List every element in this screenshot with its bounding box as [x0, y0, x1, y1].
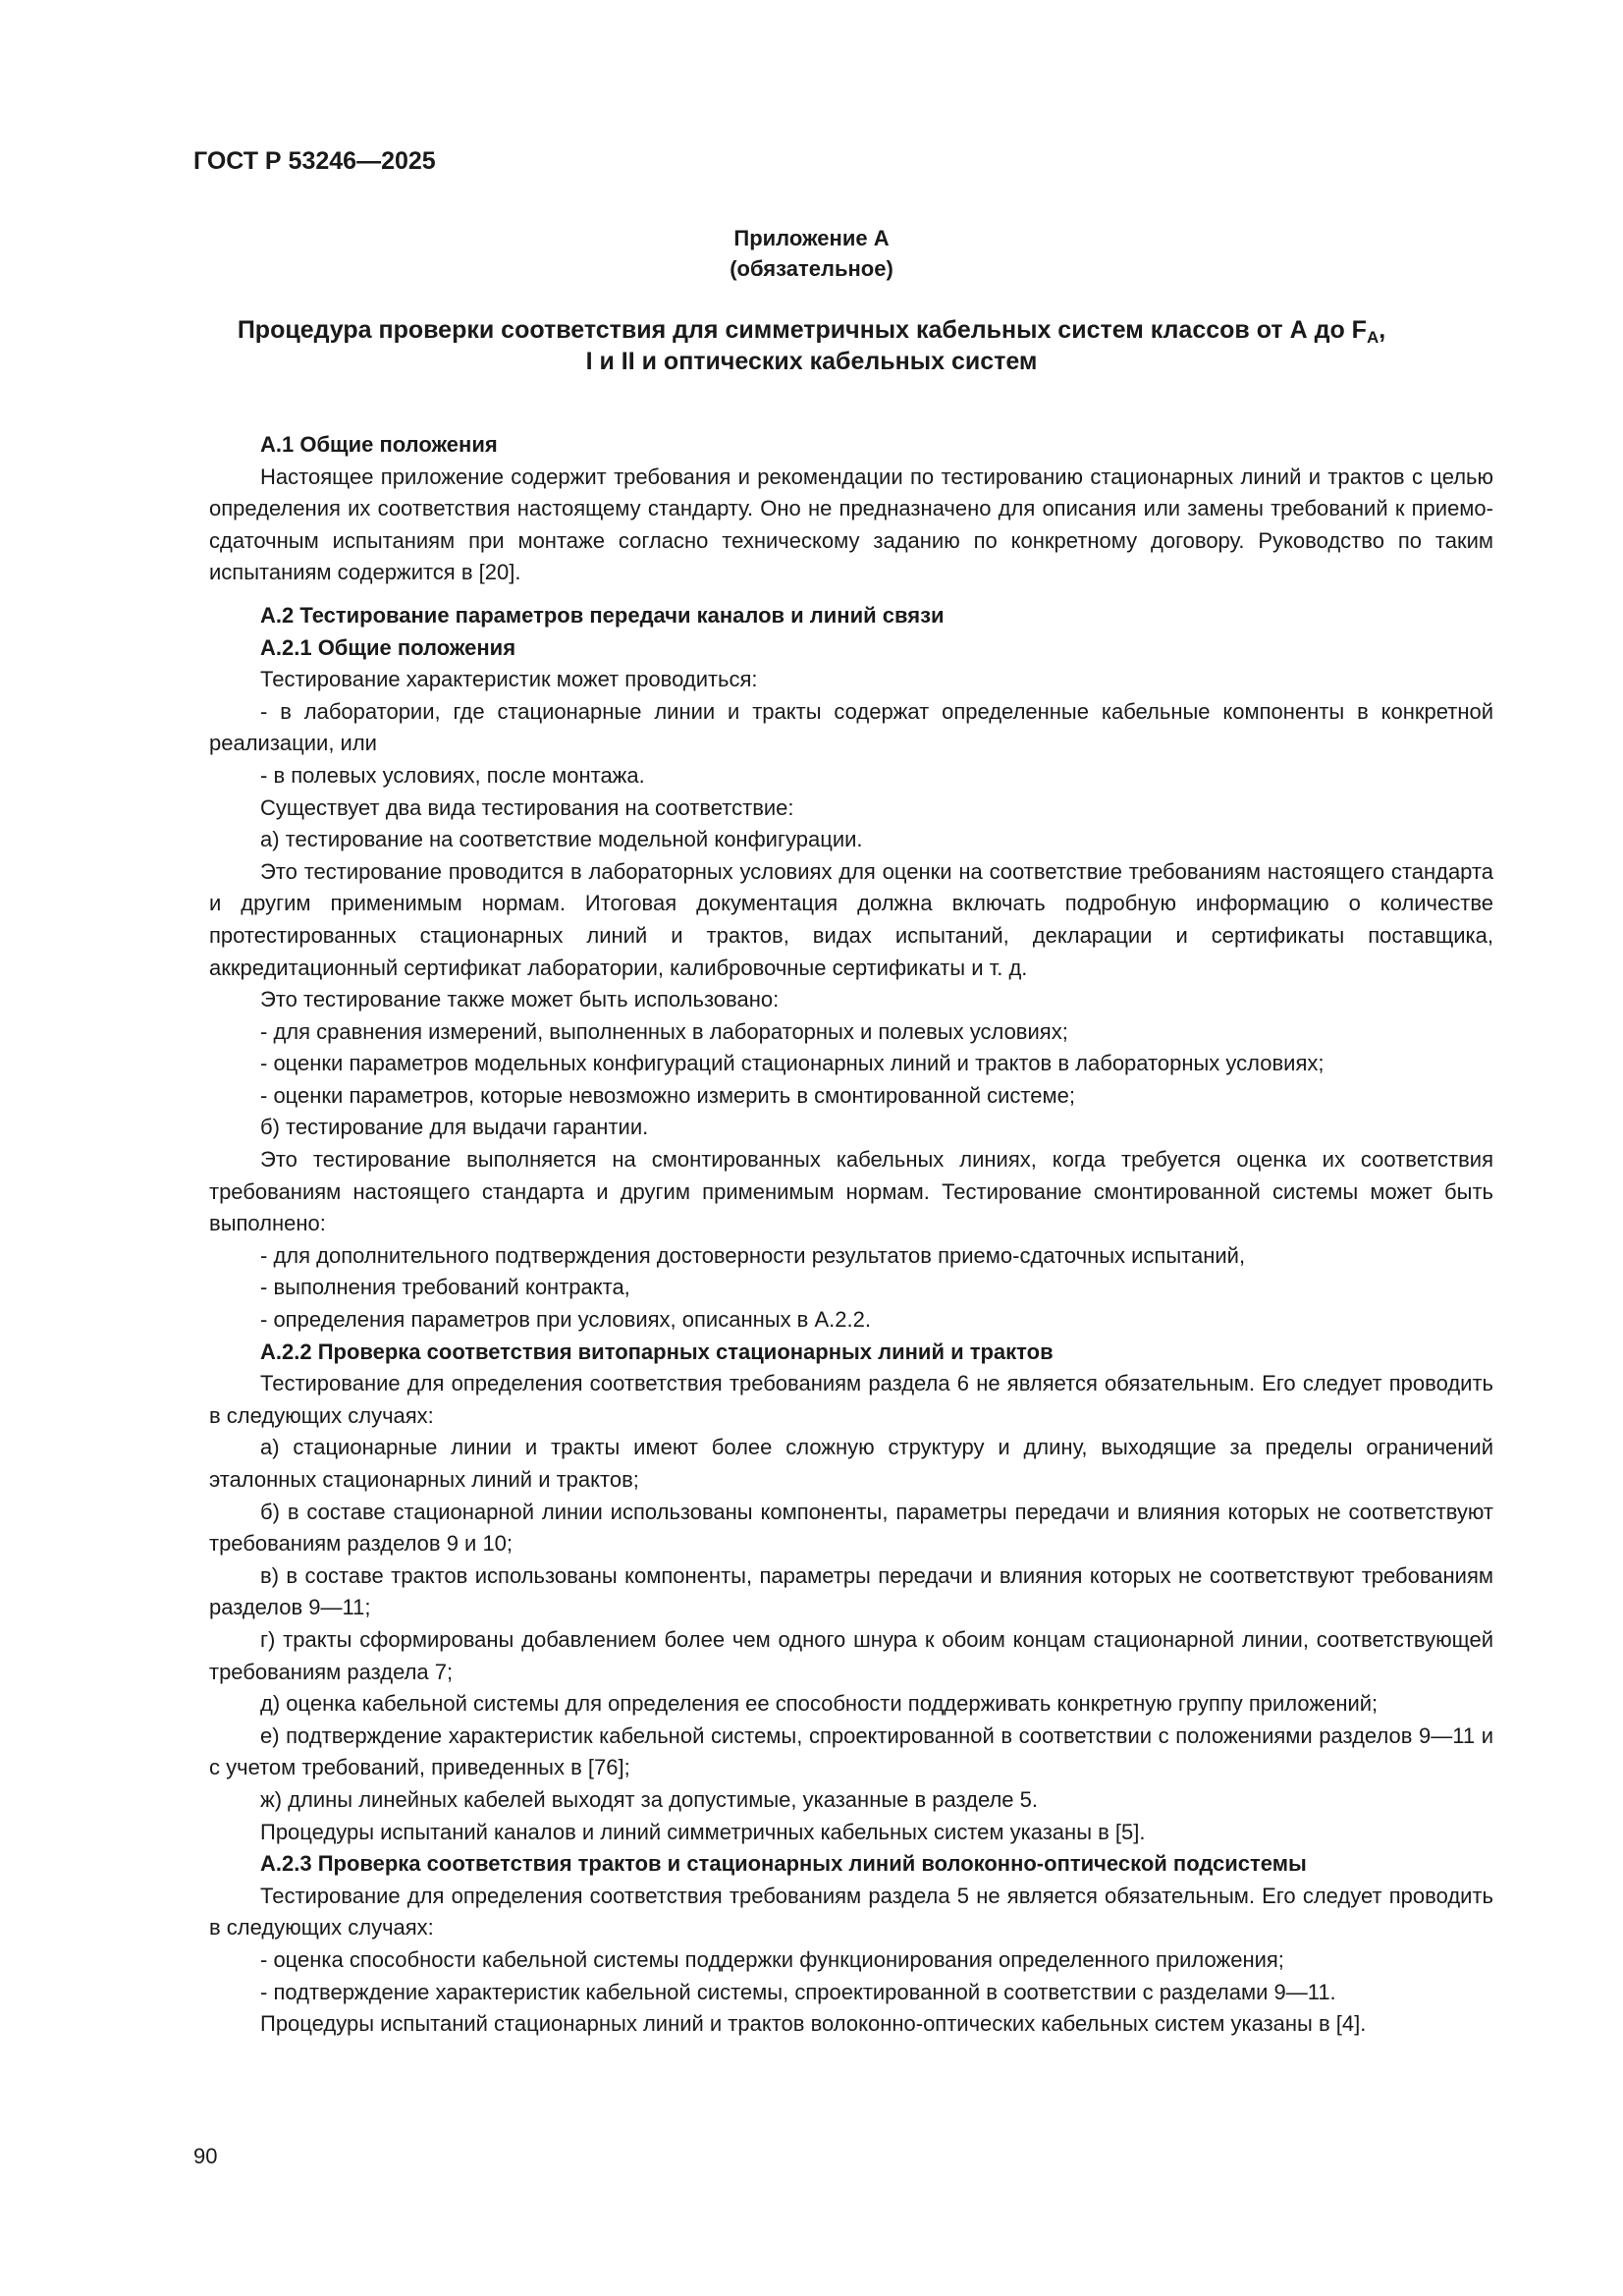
section-heading: А.2.3 Проверка соответствия трактов и стационарных линий волоконно-оптической подсистемы: [260, 1851, 1307, 1877]
body-paragraph: - для сравнения измерений, выполненных в лабораторных и полевых условиях;: [260, 1018, 1068, 1044]
section-heading: А.2.1 Общие положения: [260, 634, 516, 660]
body-paragraph: Существует два вида тестирования на соответствие:: [260, 794, 794, 820]
body-paragraph: - оценки параметров, которые невозможно измерить в смонтированной системе;: [260, 1082, 1075, 1108]
body-paragraph: Тестирование для определения соответствия требованиям раздела 6 не является обязательным. Его следует проводить в следующих случаях:: [209, 1371, 1493, 1428]
body-paragraph: Это тестирование также может быть использовано:: [260, 987, 780, 1012]
annex-title: [0, 314, 1623, 377]
body-paragraph: Настоящее приложение содержит требования и рекомендации по тестированию стационарных линий и трактов с целью определения их соответствия настоящему стандарту. Оно не предназначено для описания или замены требований к приемо-сдаточным испытаниям при монтаже согласно техническому заданию по конкретному договору. Руководство по таким испытаниям содержится в [20].: [209, 464, 1493, 585]
body-paragraph: е) подтверждение характеристик кабельной системы, спроектированной в соответствии с положениями разделов 9—11 и с учетом требований, приведенных в [76];: [209, 1722, 1493, 1780]
body-paragraph: б) в составе стационарной линии использованы компоненты, параметры передачи и влияния которых не соответствуют требованиям разделов 9 и 10;: [209, 1499, 1493, 1557]
body-paragraph: - оценки параметров модельных конфигураций стационарных линий и трактов в лабораторных условиях;: [260, 1051, 1325, 1076]
annex-title-line1: Процедура проверки соответствия для симметричных кабельных систем классов от А до F: [237, 316, 1367, 344]
body-paragraph: ж) длины линейных кабелей выходят за допустимые, указанные в разделе 5.: [260, 1786, 1038, 1812]
body-paragraph: д) оценка кабельной системы для определения ее способности поддерживать конкретную группу приложений;: [260, 1691, 1379, 1717]
body-paragraph: Это тестирование выполняется на смонтированных кабельных линиях, когда требуется оценка их соответствия требованиям настоящего стандарта и другим применимым нормам. Тестирование смонтированной системы может быть выполнено:: [209, 1147, 1493, 1236]
section-heading: А.2.2 Проверка соответствия витопарных стационарных линий и трактов: [260, 1339, 1054, 1364]
annex-title-line1-end: ,: [1379, 316, 1386, 344]
body-paragraph: б) тестирование для выдачи гарантии.: [260, 1115, 649, 1140]
body-paragraph: - выполнения требований контракта,: [260, 1275, 630, 1300]
body-paragraph: - оценка способности кабельной системы поддержки функционирования определенного приложения;: [260, 1946, 1284, 1972]
body-paragraph: Процедуры испытаний каналов и линий симметричных кабельных систем указаны в [5].: [260, 1819, 1146, 1844]
body-paragraph: г) тракты сформированы добавлением более чем одного шнура к обоим концам стационарной линии, соответствующей требованиям раздела 7;: [209, 1626, 1493, 1684]
body-paragraph: Это тестирование проводится в лабораторных условиях для оценки на соответствие требованиям настоящего стандарта и другим применимым нормам. Итоговая документация должна включать подробную информацию о количестве протестированных стационарных линий и трактов, видах испытаний, декларации и сертификаты поставщика, аккредитационный сертификат лаборатории, калибровочные сертификаты и т. д.: [209, 858, 1493, 980]
annex-status: (обязательное): [730, 256, 893, 281]
standard-code: ГОСТ Р 53246—2025: [193, 147, 436, 175]
body-paragraph: - подтверждение характеристик кабельной системы, спроектированной в соответствии с разделами 9—11.: [260, 1979, 1336, 2004]
annex-title-line2: I и II и оптических кабельных систем: [585, 348, 1038, 375]
section-heading: А.2 Тестирование параметров передачи каналов и линий связи: [260, 602, 945, 628]
page-number: 90: [193, 2144, 218, 2168]
document-body: [209, 429, 1493, 2041]
body-paragraph: - в лаборатории, где стационарные линии и тракты содержат определенные кабельные компоненты в конкретной реализации, или: [209, 698, 1493, 756]
body-paragraph: Процедуры испытаний стационарных линий и трактов волоконно-оптических кабельных систем указаны в [4].: [260, 2011, 1367, 2037]
body-paragraph: - для дополнительного подтверждения достоверности результатов приемо-сдаточных испытаний,: [260, 1242, 1246, 1268]
section-heading: А.1 Общие положения: [260, 432, 498, 457]
body-paragraph: в) в составе трактов использованы компоненты, параметры передачи и влияния которых не соответствуют требованиям разделов 9—11;: [209, 1562, 1493, 1620]
body-paragraph: Тестирование для определения соответствия требованиям раздела 5 не является обязательным. Его следует проводить в следующих случаях:: [209, 1883, 1493, 1941]
body-paragraph: а) тестирование на соответствие модельной конфигурации.: [260, 827, 863, 852]
body-paragraph: - в полевых условиях, после монтажа.: [260, 762, 645, 788]
annex-label: Приложение А: [733, 226, 890, 250]
body-paragraph: - определения параметров при условиях, описанных в А.2.2.: [260, 1307, 871, 1333]
body-paragraph: Тестирование характеристик может проводиться:: [260, 667, 758, 692]
body-paragraph: а) стационарные линии и тракты имеют более сложную структуру и длину, выходящие за пределы ограничений эталонных стационарных линий и трактов;: [209, 1435, 1493, 1492]
annex-title-subscript: A: [1366, 328, 1380, 347]
